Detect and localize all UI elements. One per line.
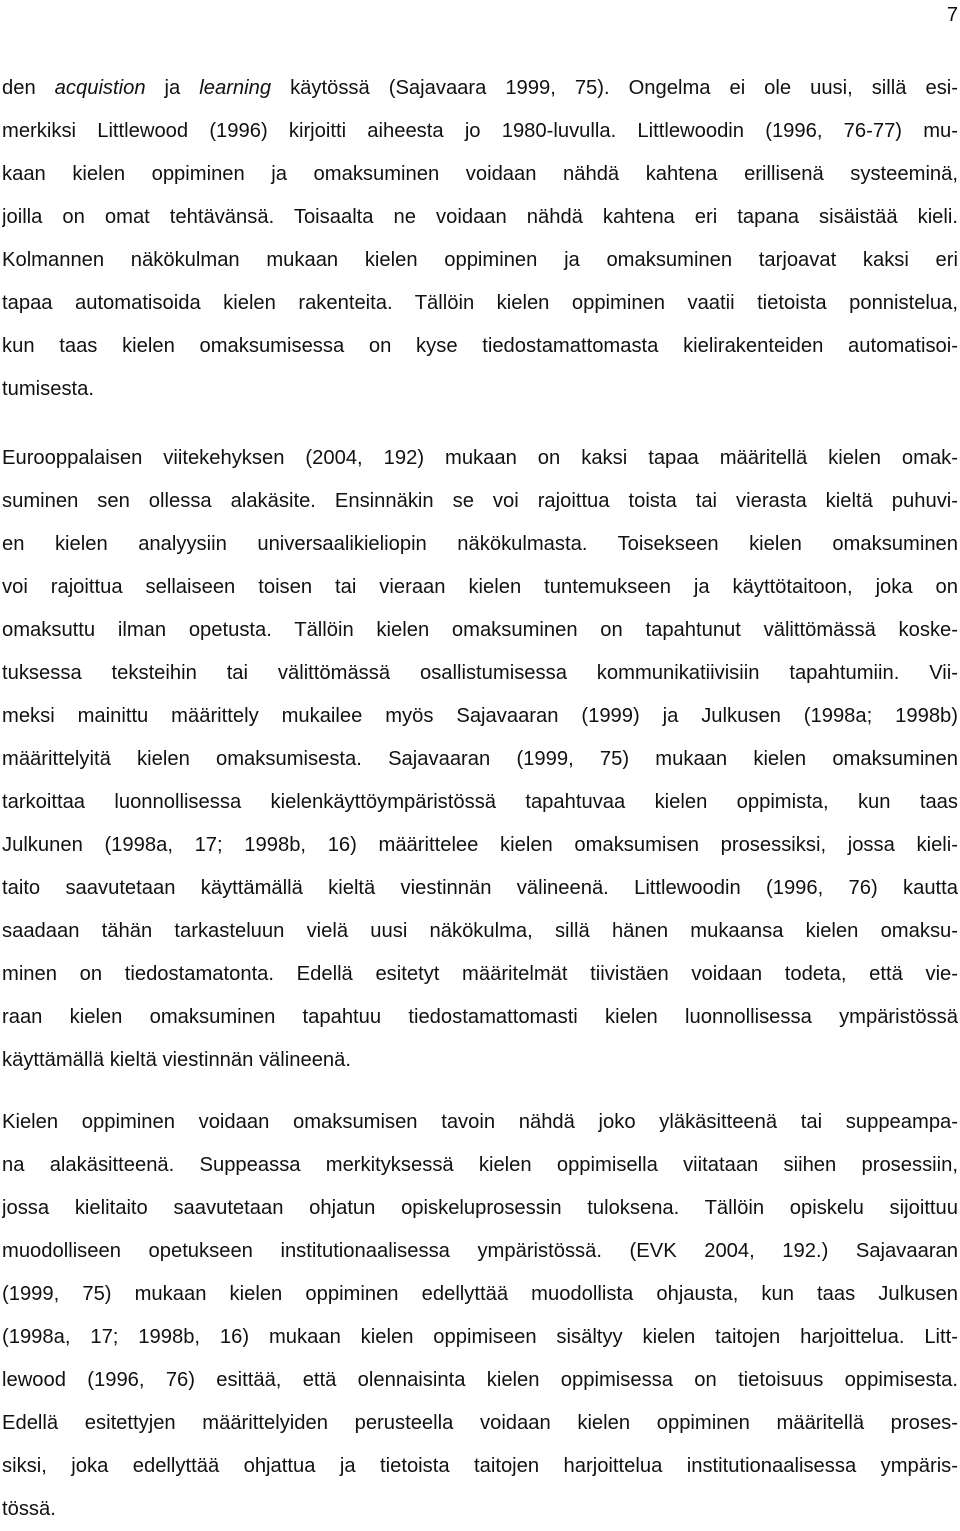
text-line: tarkoittaa luonnollisessa kielenkäyttöympäristössä tapahtuvaa kielen oppimista, kun taas: [2, 791, 958, 813]
text-line: voi rajoittua sellaiseen toisen tai vieraan kielen tuntemukseen ja käyttötaitoon, joka on: [2, 576, 958, 598]
text-line: Kielen oppiminen voidaan omaksumisen tavoin nähdä joko yläkäsitteenä tai suppeampa-: [2, 1111, 958, 1133]
text-line: lewood (1996, 76) esittää, että olennaisinta kielen oppimisessa on tietoisuus oppimisesta.: [2, 1369, 958, 1391]
italic-term: learning: [199, 77, 272, 99]
text-line: minen on tiedostamatonta. Edellä esitetyt määritelmät tiivistäen voidaan todeta, että vie-: [2, 963, 958, 985]
text-line: Kolmannen näkökulman mukaan kielen oppiminen ja omaksuminen tarjoavat kaksi eri: [2, 249, 958, 271]
text-line: Edellä esitettyjen määrittelyiden perusteella voidaan kielen oppiminen määritellä proses-: [2, 1412, 958, 1434]
text-line: Julkunen (1998a, 17; 1998b, 16) määrittelee kielen omaksumisen prosessiksi, jossa kieli-: [2, 834, 958, 856]
text-line: meksi mainittu määrittely mukailee myös Sajavaaran (1999) ja Julkusen (1998a; 1998b): [2, 705, 958, 727]
text-line: omaksuttu ilman opetusta. Tällöin kielen omaksuminen on tapahtunut välittömässä koske-: [2, 619, 958, 641]
text-line: Eurooppalaisen viitekehyksen (2004, 192) mukaan on kaksi tapaa määritellä kielen omak-: [2, 447, 958, 469]
text-line: den acquistion ja learning käytössä (Sajavaara 1999, 75). Ongelma ei ole uusi, sillä esi-: [2, 77, 958, 99]
text-line: na alakäsitteenä. Suppeassa merkityksessä kielen oppimisella viitataan siihen prosessiin,: [2, 1154, 958, 1176]
page-number: 7: [946, 4, 958, 26]
text-line: jossa kielitaito saavutetaan ohjatun opiskeluprosessin tuloksena. Tällöin opiskelu sijoittuu: [2, 1197, 958, 1219]
text-line: siksi, joka edellyttää ohjattua ja tietoista taitojen harjoittelua institutionaalisessa ympäris-: [2, 1455, 958, 1477]
text-line: tapaa automatisoida kielen rakenteita. Tällöin kielen oppiminen vaatii tietoista ponnistelua,: [2, 292, 958, 314]
text-line: (1998a, 17; 1998b, 16) mukaan kielen oppimiseen sisältyy kielen taitojen harjoittelua. Litt-: [2, 1326, 958, 1348]
text-line: suminen sen ollessa alakäsite. Ensinnäkin se voi rajoittua toista tai vierasta kieltä puhuvi-: [2, 490, 958, 512]
text-line: raan kielen omaksuminen tapahtuu tiedostamattomasti kielen luonnollisessa ympäristössä: [2, 1006, 958, 1028]
text-line: en kielen analyysiin universaalikieliopin näkökulmasta. Toisekseen kielen omaksuminen: [2, 533, 958, 555]
paragraph-acquisition-definition: [2, 437, 958, 1082]
text-line: (1999, 75) mukaan kielen oppiminen edellyttää muodollista ohjausta, kun taas Julkusen: [2, 1283, 958, 1305]
text-line: kun taas kielen omaksumisessa on kyse tiedostamattomasta kielirakenteiden automatisoi-: [2, 335, 958, 357]
paragraph-acquisition-vs-learning: [2, 67, 958, 411]
text-line: kaan kielen oppiminen ja omaksuminen voidaan nähdä kahtena erillisenä systeeminä,: [2, 163, 958, 185]
text-line: tumisesta.: [2, 378, 94, 400]
text-line: tuksessa teksteihin tai välittömässä osallistumisessa kommunikatiivisiin tapahtumiin. Vii-: [2, 662, 958, 684]
text-line: muodolliseen opetukseen institutionaalisessa ympäristössä. (EVK 2004, 192.) Sajavaaran: [2, 1240, 958, 1262]
paragraph-learning-definition: [2, 1101, 958, 1531]
text-line: merkiksi Littlewood (1996) kirjoitti aiheesta jo 1980-luvulla. Littlewoodin (1996, 76-77) mu-: [2, 120, 958, 142]
text-line: saadaan tähän tarkasteluun vielä uusi näkökulma, sillä hänen mukaansa kielen omaksu-: [2, 920, 958, 942]
text-line: taito saavutetaan käyttämällä kieltä viestinnän välineenä. Littlewoodin (1996, 76) kautta: [2, 877, 958, 899]
text-line: tössä.: [2, 1498, 56, 1520]
text-line: määrittelyitä kielen omaksumisesta. Sajavaaran (1999, 75) mukaan kielen omaksuminen: [2, 748, 958, 770]
text-line: joilla on omat tehtävänsä. Toisaalta ne voidaan nähdä kahtena eri tapana sisäistää kieli.: [2, 206, 958, 228]
text-line: käyttämällä kieltä viestinnän välineenä.: [2, 1049, 351, 1071]
italic-term: acquistion: [54, 77, 146, 99]
